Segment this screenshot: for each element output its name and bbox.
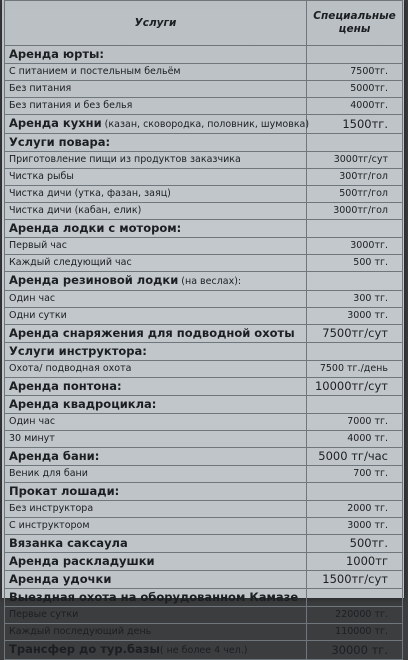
service-label <box>5 203 307 220</box>
service-label <box>5 98 307 115</box>
price-cell: 500тг/гол <box>307 186 403 203</box>
category-label <box>5 641 307 660</box>
price-cell: 4000тг. <box>307 98 403 115</box>
price-cell <box>307 343 403 361</box>
price-cell <box>307 272 403 291</box>
price-cell: 7500тг/сут <box>307 325 403 343</box>
row-label-text: Первый час <box>9 240 67 251</box>
category-label <box>5 553 307 571</box>
header-special-prices: Специальные цены <box>307 1 403 46</box>
service-label <box>5 255 307 272</box>
service-label <box>5 81 307 98</box>
service-row <box>5 431 403 448</box>
price-cell: 3000тг/гол <box>307 203 403 220</box>
service-label <box>5 466 307 483</box>
category-row <box>5 483 403 501</box>
category-row <box>5 589 403 607</box>
price-cell: 1500тг/сут <box>307 571 403 589</box>
price-cell: 5000 тг/час <box>307 448 403 466</box>
service-label <box>5 238 307 255</box>
service-row <box>5 607 403 624</box>
service-row <box>5 238 403 255</box>
price-cell: 3000 тг. <box>307 308 403 325</box>
category-label <box>5 325 307 343</box>
price-cell: 7500 тг./день <box>307 361 403 378</box>
row-label-text: 30 минут <box>9 433 55 444</box>
price-cell: 5000тг. <box>307 81 403 98</box>
price-cell: 4000 тг. <box>307 431 403 448</box>
row-label-text: Аренда кухни <box>9 116 102 130</box>
row-label-text: Один час <box>9 293 56 304</box>
price-cell: 7500тг. <box>307 64 403 81</box>
row-label-text: Аренда бани: <box>9 449 100 463</box>
category-label <box>5 483 307 501</box>
category-row <box>5 571 403 589</box>
service-row <box>5 361 403 378</box>
category-label <box>5 134 307 152</box>
category-row <box>5 535 403 553</box>
row-label-text: Каждый следующий час <box>9 257 132 268</box>
table-header-row <box>5 1 403 46</box>
row-label-text: Трансфер до тур.базы <box>9 642 160 656</box>
category-row <box>5 115 403 134</box>
service-label <box>5 291 307 308</box>
service-label <box>5 431 307 448</box>
row-label-text: Аренда раскладушки <box>9 554 155 568</box>
category-label <box>5 589 307 607</box>
row-label-text: Без питания <box>9 83 72 94</box>
price-cell: 2000 тг. <box>307 501 403 518</box>
row-label-text: Каждый последующий день <box>9 626 152 637</box>
row-note-text: (на веслах): <box>178 276 242 287</box>
service-label <box>5 186 307 203</box>
price-cell <box>307 396 403 414</box>
row-label-text: Один час <box>9 416 56 427</box>
row-label-text: Аренда снаряжения для подводной охоты <box>9 326 295 340</box>
row-label-text: Вязанка саксаула <box>9 536 128 550</box>
price-cell: 700 тг. <box>307 466 403 483</box>
row-label-text: Прокат лошади: <box>9 484 120 498</box>
category-label <box>5 115 310 134</box>
category-row <box>5 553 403 571</box>
row-label-text: Аренда юрты: <box>9 47 105 61</box>
price-cell <box>307 589 403 607</box>
price-cell: 110000 тг. <box>307 624 403 641</box>
service-label <box>5 414 307 431</box>
price-cell: 10000тг/сут <box>307 378 403 396</box>
service-row <box>5 291 403 308</box>
service-label <box>5 152 307 169</box>
category-label <box>5 378 307 396</box>
service-label <box>5 518 307 535</box>
service-row <box>5 624 403 641</box>
category-label <box>5 46 307 64</box>
category-row <box>5 220 403 238</box>
row-label-text: Аренда удочки <box>9 572 112 586</box>
category-row <box>5 396 403 414</box>
row-label-text: Услуги инструктора: <box>9 344 147 358</box>
row-label-text: Охота/ подводная охота <box>9 363 132 374</box>
price-cell: 3000 тг. <box>307 518 403 535</box>
category-row <box>5 448 403 466</box>
row-label-text: С инструктором <box>9 520 90 531</box>
service-row <box>5 308 403 325</box>
price-cell: 220000 тг. <box>307 607 403 624</box>
price-cell: 1500тг. <box>307 115 403 134</box>
price-cell: 500 тг. <box>307 255 403 272</box>
service-label <box>5 624 307 641</box>
service-label <box>5 361 307 378</box>
service-row <box>5 186 403 203</box>
price-cell <box>307 46 403 64</box>
category-row <box>5 272 403 291</box>
row-note-text: ( не более 4 чел.) <box>159 645 248 656</box>
service-row <box>5 518 403 535</box>
category-row <box>5 325 403 343</box>
price-table-body <box>5 46 403 660</box>
price-cell: 1000тг <box>307 553 403 571</box>
row-label-text: Аренда квадроцикла: <box>9 397 157 411</box>
category-label <box>5 535 307 553</box>
service-label <box>5 308 307 325</box>
service-row <box>5 501 403 518</box>
service-row <box>5 414 403 431</box>
service-row <box>5 81 403 98</box>
service-row <box>5 169 403 186</box>
category-row <box>5 134 403 152</box>
service-row <box>5 466 403 483</box>
price-cell: 3000тг. <box>307 238 403 255</box>
category-row <box>5 641 403 660</box>
price-cell: 7000 тг. <box>307 414 403 431</box>
price-cell: 3000тг/сут <box>307 152 403 169</box>
row-label-text: Услуги повара: <box>9 135 111 149</box>
row-label-text: Приготовление пищи из продуктов заказчика <box>9 154 241 165</box>
category-label <box>5 220 307 238</box>
price-cell: 500тг. <box>307 535 403 553</box>
category-label <box>5 343 307 361</box>
row-label-text: С питанием и постельным бельём <box>9 66 181 77</box>
category-row <box>5 46 403 64</box>
price-table <box>4 0 403 660</box>
price-cell: 30000 тг. <box>307 641 403 660</box>
service-row <box>5 98 403 115</box>
header-services: Услуги <box>5 1 307 46</box>
category-label <box>5 272 307 291</box>
service-row <box>5 255 403 272</box>
service-row <box>5 64 403 81</box>
service-label <box>5 64 307 81</box>
price-list-sheet <box>2 0 404 657</box>
price-cell <box>307 220 403 238</box>
row-label-text: Аренда резиновой лодки <box>9 273 179 287</box>
row-label-text: Аренда понтона: <box>9 379 122 393</box>
category-label <box>5 396 307 414</box>
row-label-text: Выездная охота на оборудованном Камазе <box>9 590 299 604</box>
row-label-text: Без инструктора <box>9 503 94 514</box>
row-label-text: Чистка дичи (кабан, елик) <box>9 205 142 216</box>
price-cell <box>307 134 403 152</box>
row-label-text: Веник для бани <box>9 468 88 479</box>
service-label <box>5 169 307 186</box>
category-row <box>5 378 403 396</box>
row-label-text: Аренда лодки с мотором: <box>9 221 182 235</box>
service-label <box>5 607 307 624</box>
price-cell <box>307 483 403 501</box>
category-row <box>5 343 403 361</box>
service-label <box>5 501 307 518</box>
service-row <box>5 152 403 169</box>
row-label-text: Первые сутки <box>9 609 79 620</box>
category-label <box>5 448 307 466</box>
price-cell: 300 тг. <box>307 291 403 308</box>
price-cell: 300тг/гол <box>307 169 403 186</box>
row-label-text: Без питания и без белья <box>9 100 133 111</box>
row-label-text: Чистка рыбы <box>9 171 74 182</box>
category-label <box>5 571 307 589</box>
row-note-text: (казан, сковородка, половник, шумовка) <box>101 119 310 130</box>
row-label-text: Одни сутки <box>9 310 67 321</box>
service-row <box>5 203 403 220</box>
row-label-text: Чистка дичи (утка, фазан, заяц) <box>9 188 171 199</box>
